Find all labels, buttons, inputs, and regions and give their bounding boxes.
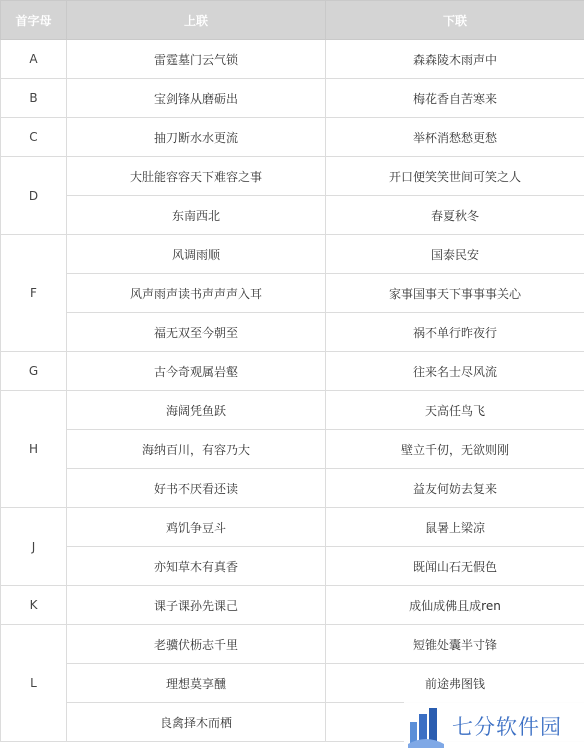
initial-letter-cell: L — [1, 625, 67, 742]
lower-line-cell: 梅花香自苦寒来 — [326, 79, 584, 118]
lower-line-cell: 天高任鸟飞 — [326, 391, 584, 430]
initial-letter-cell: D — [1, 157, 67, 235]
table-row — [1, 664, 584, 703]
upper-line-cell: 海纳百川，有容乃大 — [67, 430, 326, 469]
upper-line-cell: 课子课孙先课己 — [67, 586, 326, 625]
upper-line-cell: 福无双至今朝至 — [67, 313, 326, 352]
table-row — [1, 547, 584, 586]
upper-line-cell: 抽刀断水水更流 — [67, 118, 326, 157]
table-row — [1, 313, 584, 352]
upper-line-cell: 理想莫享醺 — [67, 664, 326, 703]
table-row — [1, 235, 584, 274]
table-row — [1, 586, 584, 625]
lower-line-cell: 森森陵木雨声中 — [326, 40, 584, 79]
upper-line-cell: 雷霆墓门云气锁 — [67, 40, 326, 79]
upper-line-cell: 鸡饥争豆斗 — [67, 508, 326, 547]
upper-line-cell: 海阔凭鱼跃 — [67, 391, 326, 430]
table-row — [1, 274, 584, 313]
upper-line-cell: 好书不厌看还读 — [67, 469, 326, 508]
header-row — [1, 1, 584, 40]
lower-line-cell: 祸不单行昨夜行 — [326, 313, 584, 352]
initial-letter-cell: G — [1, 352, 67, 391]
table-row — [1, 40, 584, 79]
upper-line-cell: 宝剑锋从磨砺出 — [67, 79, 326, 118]
table-row — [1, 469, 584, 508]
upper-line-cell: 良禽择木而栖 — [67, 703, 326, 742]
table-row — [1, 391, 584, 430]
lower-line-cell: 短锥处囊半寸锋 — [326, 625, 584, 664]
initial-letter-cell: K — [1, 586, 67, 625]
initial-letter-cell: H — [1, 391, 67, 508]
site-watermark — [404, 700, 584, 752]
header-upper-line: 上联 — [67, 1, 326, 40]
table-row — [1, 196, 584, 235]
initial-letter-cell: J — [1, 508, 67, 586]
table-row — [1, 118, 584, 157]
table-header — [1, 1, 584, 40]
lower-line-cell: 鼠暑上梁凉 — [326, 508, 584, 547]
watermark-text: 七分软件园 — [452, 715, 562, 739]
initial-letter-cell: A — [1, 40, 67, 79]
header-initial-letter: 首字母 — [1, 1, 67, 40]
upper-line-cell: 风声雨声读书声声声入耳 — [67, 274, 326, 313]
lower-line-cell: 往来名士尽风流 — [326, 352, 584, 391]
lower-line-cell: 家事国事天下事事事关心 — [326, 274, 584, 313]
upper-line-cell: 东南西北 — [67, 196, 326, 235]
initial-letter-cell: B — [1, 79, 67, 118]
lower-line-cell: 成仙成佛且成ren — [326, 586, 584, 625]
upper-line-cell: 亦知草木有真香 — [67, 547, 326, 586]
upper-line-cell: 大肚能容容天下难容之事 — [67, 157, 326, 196]
building-logo-icon — [408, 704, 444, 748]
table-row — [1, 157, 584, 196]
lower-line-cell: 国泰民安 — [326, 235, 584, 274]
lower-line-cell: 壁立千仞，无欲则刚 — [326, 430, 584, 469]
upper-line-cell: 古今奇观属岩壑 — [67, 352, 326, 391]
lower-line-cell: 春夏秋冬 — [326, 196, 584, 235]
lower-line-cell: 既闻山石无假色 — [326, 547, 584, 586]
table-row — [1, 508, 584, 547]
lower-line-cell: 开口便笑笑世间可笑之人 — [326, 157, 584, 196]
table-row — [1, 430, 584, 469]
table-row — [1, 79, 584, 118]
header-lower-line: 下联 — [326, 1, 584, 40]
initial-letter-cell: F — [1, 235, 67, 352]
table-body — [1, 40, 584, 742]
table-row — [1, 625, 584, 664]
lower-line-cell: 前途弗图钱 — [326, 664, 584, 703]
table-row — [1, 352, 584, 391]
upper-line-cell: 老骥伏枥志千里 — [67, 625, 326, 664]
lower-line-cell: 举杯消愁愁更愁 — [326, 118, 584, 157]
initial-letter-cell: C — [1, 118, 67, 157]
upper-line-cell: 风调雨顺 — [67, 235, 326, 274]
lower-line-cell: 益友何妨去复来 — [326, 469, 584, 508]
